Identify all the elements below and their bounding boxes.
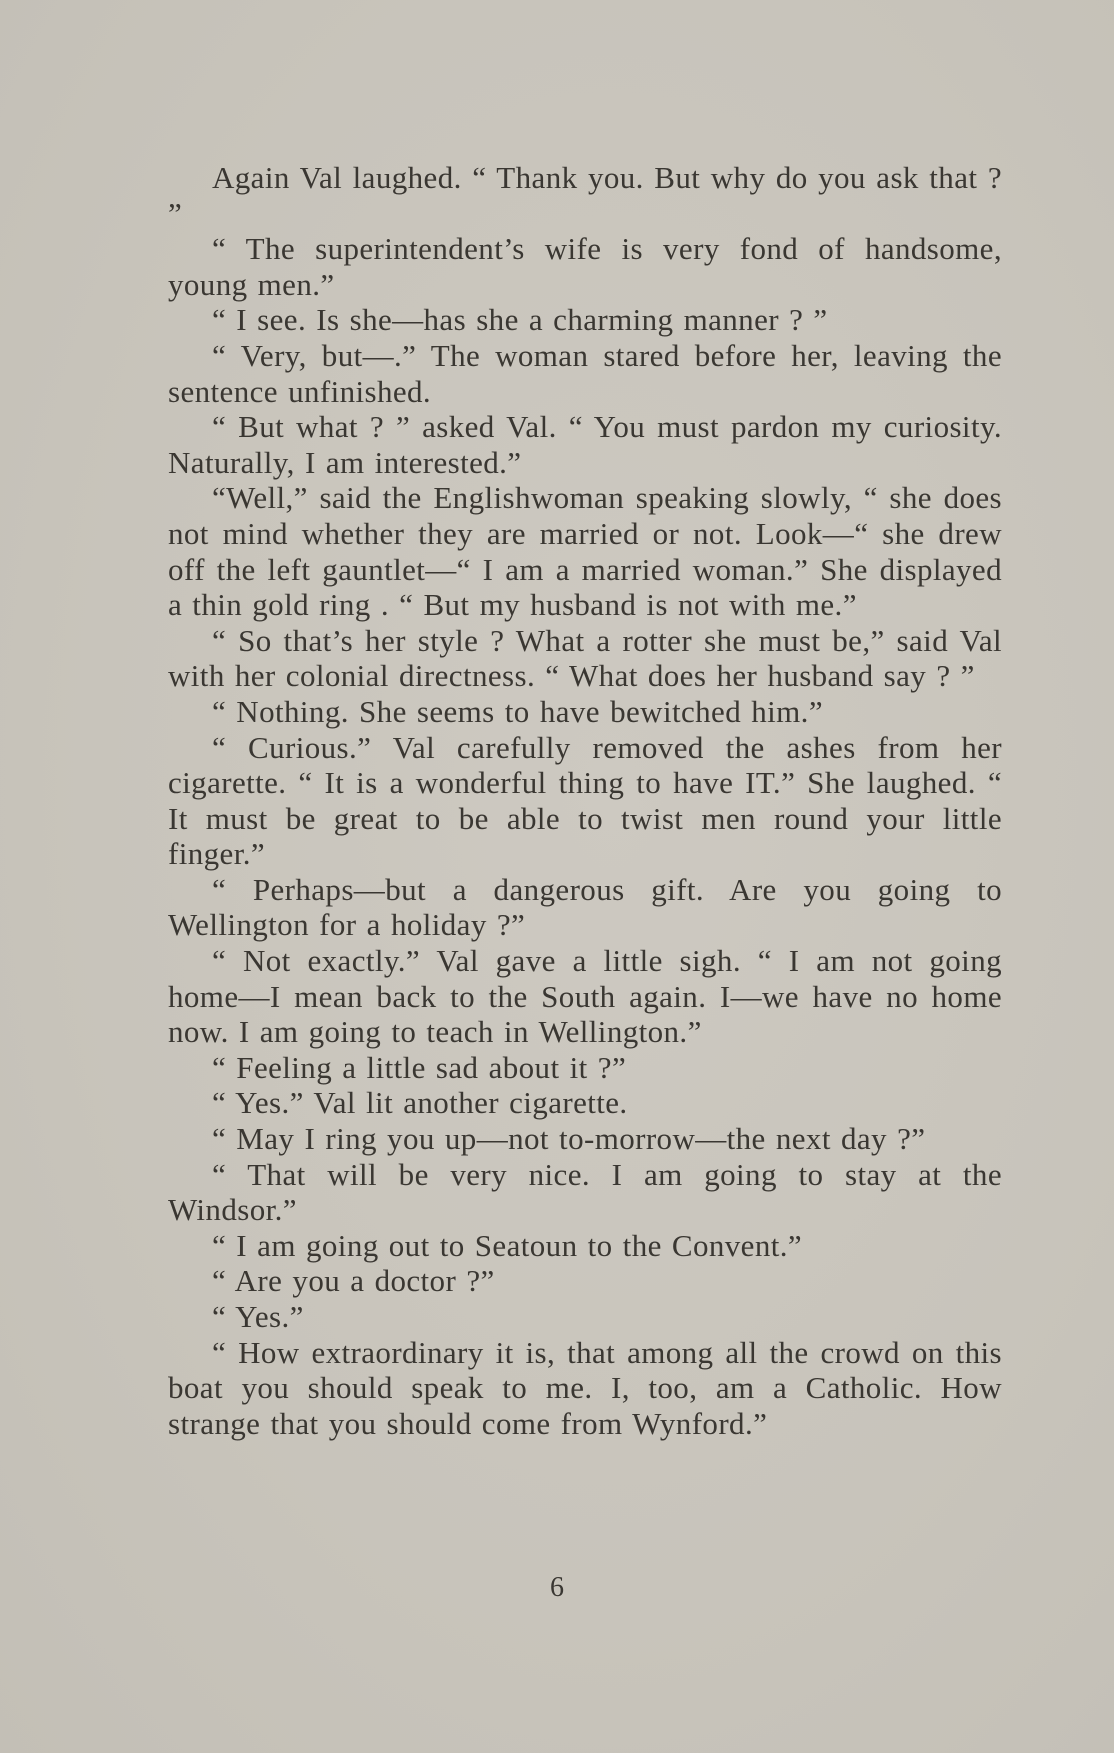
paragraph: “ Curious.” Val carefully removed the ashes from her cigarette. “ It is a wonderful thing to have IT.” She laughed. “ It must be great to be able to twist men round your little finger.” xyxy=(168,729,1002,872)
paragraph: “ I am going out to Seatoun to the Convent.” xyxy=(212,1227,803,1263)
paragraph: “ But what ? ” asked Val. “ You must pardon my curiosity. Naturally, I am interested.” xyxy=(168,409,1002,480)
paragraph: “ That will be very nice. I am going to stay at the Windsor.” xyxy=(168,1156,1002,1228)
paragraph: “ How extraordinary it is, that among all the crowd on this boat you should speak to me. I, too, am a Catholic. How strange that you should come from Wynford.” xyxy=(168,1334,1002,1441)
paragraph: “Well,” said the Englishwoman speaking slowly, “ she does not mind whether they are married or not. Look—“ she drew off the left gauntlet—“ I am a married woman.” She displayed a thin gold ring . “ But my husband is not with me.” xyxy=(168,480,1002,623)
paragraph: “ Are you a doctor ?” xyxy=(212,1263,495,1299)
page-number: 6 xyxy=(550,1572,564,1603)
paragraph: “ I see. Is she—has she a charming manner ? ” xyxy=(212,302,828,338)
paragraph: “ Nothing. She seems to have bewitched him.” xyxy=(212,693,823,729)
paragraph: “ So that’s her style ? What a rotter she must be,” said Val with her colonial directness. “ What does her husband say ? ” xyxy=(168,622,1002,694)
paragraph: “ Perhaps—but a dangerous gift. Are you going to Wellington for a holiday ?” xyxy=(168,871,1002,943)
paragraph: “ Yes.” Val lit another cigarette. xyxy=(212,1085,628,1121)
paragraph: “ May I ring you up—not to-morrow—the next day ?” xyxy=(212,1121,926,1157)
body-text xyxy=(168,160,1002,1441)
paragraph: Again Val laughed. “ Thank you. But why do you ask that ? ” xyxy=(168,160,1002,231)
paragraph: “ Very, but—.” The woman stared before her, leaving the sentence unfinished. xyxy=(168,337,1002,409)
paragraph: “ The superintendent’s wife is very fond of handsome, young men.” xyxy=(168,231,1002,302)
paragraph: “ Feeling a little sad about it ?” xyxy=(212,1049,627,1085)
paragraph: “ Not exactly.” Val gave a little sigh. “ I am not going home—I mean back to the South again. I—we have no home now. I am going to teach in Wellington.” xyxy=(168,943,1002,1050)
paragraph: “ Yes.” xyxy=(212,1299,304,1334)
